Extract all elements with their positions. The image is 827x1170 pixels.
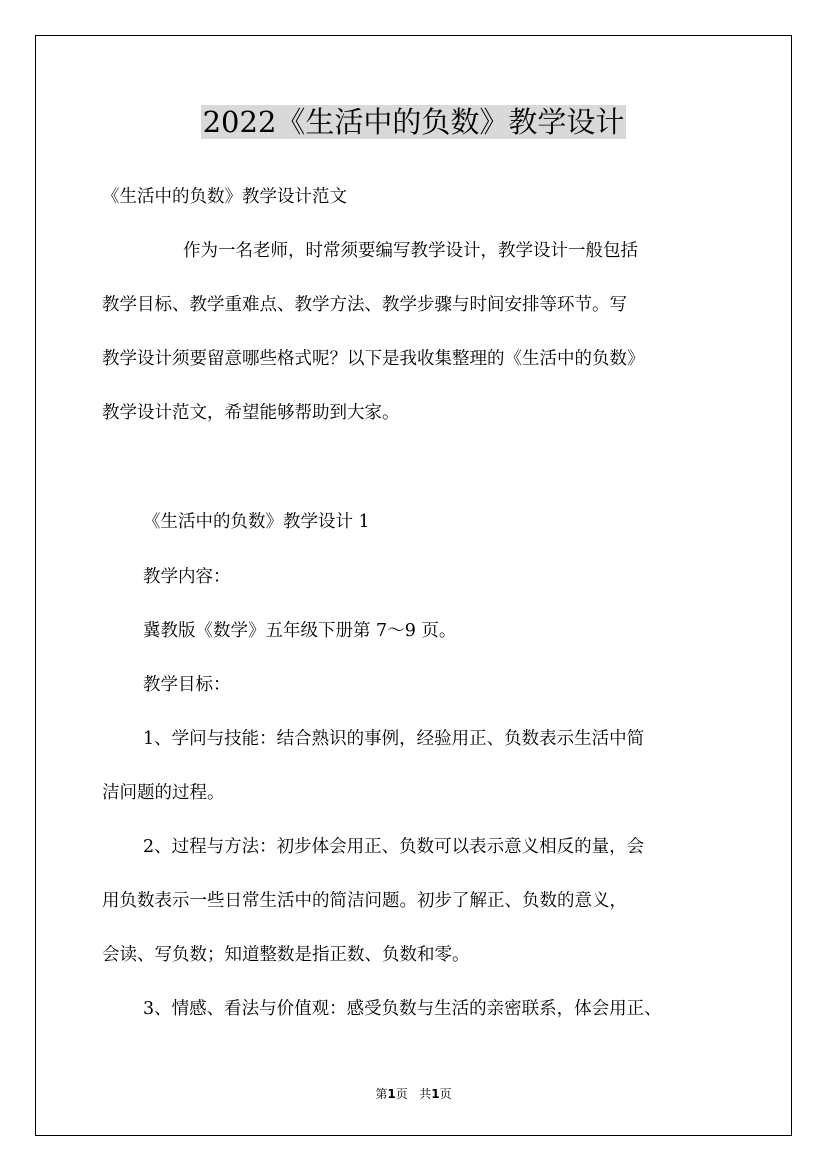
intro-line-1: 作为一名老师，时常须要编写教学设计，教学设计一般包括 [183, 241, 638, 261]
goal-3-line-1: 3、情感、看法与价值观：感受负数与生活的亲密联系，体会用正、 [143, 999, 662, 1019]
goal-2-line-1: 2、过程与方法：初步体会用正、负数可以表示意义相反的量，会 [143, 837, 645, 857]
intro-line-2: 教学目标、教学重难点、教学方法、教学步骤与时间安排等环节。写 [102, 295, 627, 315]
goal-2-line-3: 会读、写负数；知道整数是指正数、负数和零。 [102, 945, 470, 965]
document-title [0, 102, 827, 142]
footer-page-number: 1 [387, 1087, 396, 1101]
goal-1-line-2: 洁问题的过程。 [102, 783, 225, 803]
intro-line-4: 教学设计范文，希望能够帮助到大家。 [102, 403, 400, 423]
footer-page-prefix: 第 [375, 1087, 388, 1101]
footer-total-prefix: 共 [419, 1087, 432, 1101]
section-title: 《生活中的负数》教学设计 1 [143, 512, 370, 532]
footer-total-suffix: 页 [439, 1087, 452, 1101]
document-title-text: 2022《生活中的负数》教学设计 [202, 105, 625, 139]
goal-1-line-1: 1、学问与技能：结合熟识的事例，经验用正、负数表示生活中简 [143, 729, 645, 749]
goals-label: 教学目标： [143, 675, 231, 695]
page-footer [0, 1085, 827, 1102]
goal-2-line-2: 用负数表示一些日常生活中的简洁问题。初步了解正、负数的意义， [102, 891, 627, 911]
content-text: 冀教版《数学》五年级下册第 7～9 页。 [143, 621, 457, 641]
document-subtitle: 《生活中的负数》教学设计范文 [102, 187, 347, 207]
footer-page-suffix: 页 [395, 1087, 408, 1101]
intro-line-3: 教学设计须要留意哪些格式呢？以下是我收集整理的《生活中的负数》 [102, 349, 645, 369]
content-label: 教学内容： [143, 567, 231, 587]
footer-total-number: 1 [431, 1087, 440, 1101]
